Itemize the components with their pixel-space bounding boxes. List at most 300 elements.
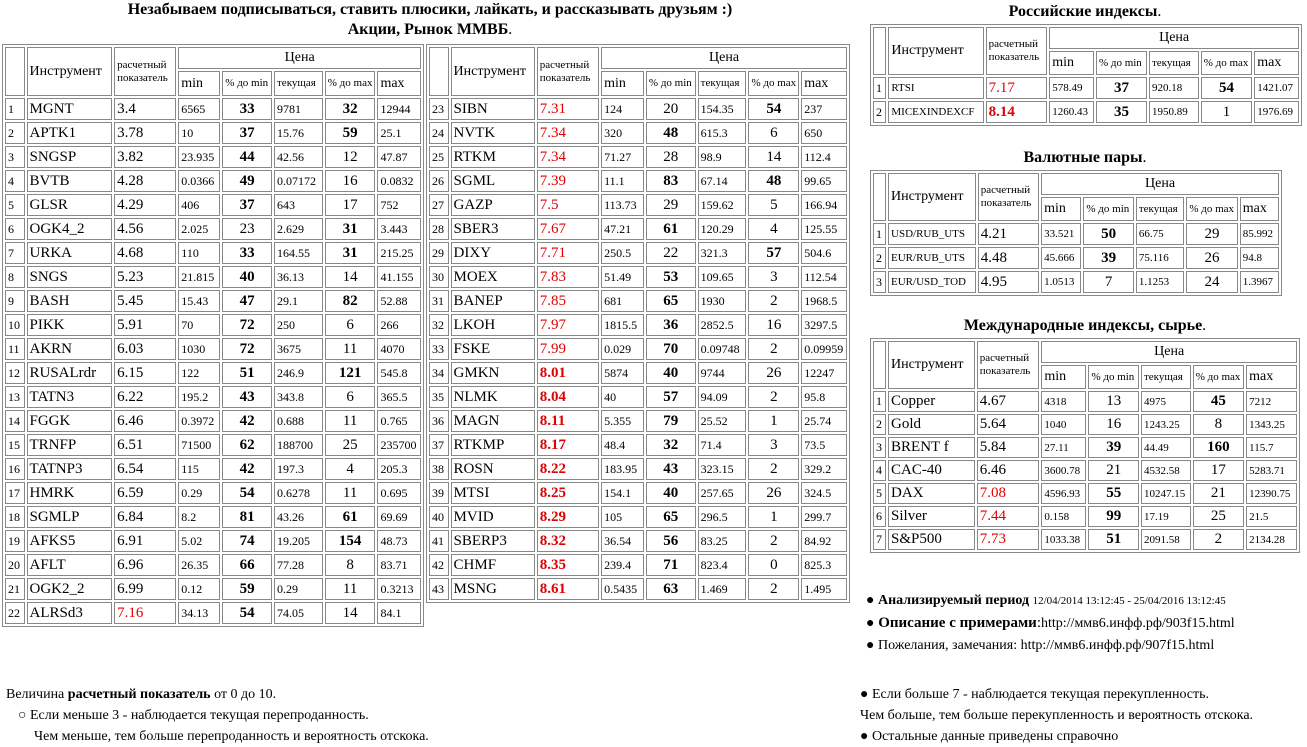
instrument-name: GLSR	[27, 194, 113, 216]
calc-value: 8.32	[537, 530, 599, 552]
table-row	[5, 122, 421, 144]
instrument-name: SIBN	[451, 98, 535, 120]
calc-value: 6.03	[114, 338, 176, 360]
header-num	[429, 47, 449, 96]
row-number: 38	[429, 458, 449, 480]
feedback-line	[866, 635, 1306, 657]
row-number: 25	[429, 146, 449, 168]
header-pct-max: % до max	[748, 71, 799, 96]
min-value: 110	[178, 242, 220, 264]
row-number: 5	[5, 194, 25, 216]
table-row	[429, 194, 847, 216]
pct-max-value: 32	[325, 98, 376, 120]
header-price: Цена	[601, 47, 847, 69]
current-value: 15.76	[274, 122, 323, 144]
header-pct-min: % до min	[1088, 365, 1139, 389]
instrument-name: MTSI	[451, 482, 535, 504]
calc-value: 5.64	[977, 414, 1040, 435]
header-min: min	[1041, 365, 1086, 389]
max-value: 0.0832	[377, 170, 421, 192]
instrument-name: RTKM	[451, 146, 535, 168]
row-number: 27	[429, 194, 449, 216]
max-value: 4070	[377, 338, 421, 360]
max-value: 266	[377, 314, 421, 336]
row-number: 35	[429, 386, 449, 408]
pct-max-value: 1	[1201, 101, 1253, 123]
instrument-name: RTSI	[888, 77, 983, 99]
row-number: 10	[5, 314, 25, 336]
table-row	[429, 146, 847, 168]
calc-value: 7.71	[537, 242, 599, 264]
row-number: 4	[873, 460, 886, 481]
min-value: 1030	[178, 338, 220, 360]
min-value: 320	[601, 122, 644, 144]
table-row	[429, 242, 847, 264]
instrument-name: EUR/USD_TOD	[888, 271, 976, 293]
table-row	[5, 98, 421, 120]
header-min: min	[178, 71, 220, 96]
calc-value: 7.97	[537, 314, 599, 336]
bullet-icon: ●	[860, 687, 869, 702]
pct-min-value: 42	[222, 458, 272, 480]
pct-min-value: 37	[222, 122, 272, 144]
table-row	[5, 386, 421, 408]
header-max: max	[1254, 51, 1299, 75]
max-value: 85.992	[1240, 223, 1279, 245]
pct-min-value: 37	[1096, 77, 1147, 99]
instrument-name: HMRK	[27, 482, 113, 504]
current-value: 9781	[274, 98, 323, 120]
pct-min-value: 22	[646, 242, 696, 264]
instrument-name: MOEX	[451, 266, 535, 288]
calc-value: 6.46	[977, 460, 1040, 481]
min-value: 5.02	[178, 530, 220, 552]
instrument-name: CAC-40	[888, 460, 975, 481]
instrument-name: OGK2_2	[27, 578, 113, 600]
current-value: 83.25	[698, 530, 747, 552]
pct-max-value: 17	[1193, 460, 1244, 481]
row-number: 2	[873, 414, 886, 435]
pct-min-value: 29	[646, 194, 696, 216]
row-number: 7	[5, 242, 25, 264]
pct-min-value: 66	[222, 554, 272, 576]
pct-min-value: 39	[1083, 247, 1133, 269]
calc-value: 7.16	[114, 602, 176, 624]
min-value: 34.13	[178, 602, 220, 624]
header-num	[873, 341, 886, 389]
pct-min-value: 49	[222, 170, 272, 192]
calc-value: 4.21	[978, 223, 1039, 245]
calc-value: 7.31	[537, 98, 599, 120]
header-current: текущая	[274, 71, 323, 96]
min-value: 406	[178, 194, 220, 216]
footer-left	[6, 684, 526, 747]
min-value: 0.0366	[178, 170, 220, 192]
pct-max-value: 59	[325, 122, 376, 144]
min-value: 0.29	[178, 482, 220, 504]
table-row	[429, 98, 847, 120]
header-calc-line2: показатель	[988, 51, 1040, 63]
max-value: 48.73	[377, 530, 421, 552]
min-value: 681	[601, 290, 644, 312]
current-value: 615.3	[698, 122, 747, 144]
instrument-name: SGML	[451, 170, 535, 192]
pct-min-value: 72	[222, 314, 272, 336]
table-row	[873, 483, 1297, 504]
footer-right	[860, 684, 1306, 747]
table-row	[5, 410, 421, 432]
row-number: 39	[429, 482, 449, 504]
row-number: 9	[5, 290, 25, 312]
instrument-name: ROSN	[451, 458, 535, 480]
max-value: 324.5	[801, 482, 847, 504]
pct-max-value: 26	[748, 482, 799, 504]
header-calc-line1: расчетный	[980, 184, 1031, 196]
min-value: 27.11	[1041, 437, 1086, 458]
pct-max-value: 17	[325, 194, 376, 216]
footer-left-line1	[6, 684, 526, 705]
table-row	[429, 530, 847, 552]
table-row	[873, 529, 1297, 550]
current-value: 71.4	[698, 434, 747, 456]
ru-indices-grid	[870, 24, 1302, 126]
table-row	[5, 482, 421, 504]
calc-value: 7.39	[537, 170, 599, 192]
pct-max-value: 11	[325, 338, 376, 360]
instrument-name: TRNFP	[27, 434, 113, 456]
header-max: max	[1246, 365, 1297, 389]
table-row	[429, 338, 847, 360]
pct-max-value: 31	[325, 218, 376, 240]
max-value: 1421.07	[1254, 77, 1299, 99]
header-pct-min: % до min	[646, 71, 696, 96]
pct-min-value: 51	[222, 362, 272, 384]
max-value: 115.7	[1246, 437, 1297, 458]
calc-value: 4.68	[114, 242, 176, 264]
current-value: 94.09	[698, 386, 747, 408]
instrument-name: MAGN	[451, 410, 535, 432]
pct-min-value: 36	[646, 314, 696, 336]
max-value: 235700	[377, 434, 421, 456]
table-row	[5, 338, 421, 360]
pct-max-value: 6	[325, 386, 376, 408]
row-number: 13	[5, 386, 25, 408]
current-value: 2852.5	[698, 314, 747, 336]
examples-sep: :	[1036, 615, 1041, 631]
max-value: 47.87	[377, 146, 421, 168]
min-value: 40	[601, 386, 644, 408]
table-row	[873, 460, 1297, 481]
calc-value: 4.29	[114, 194, 176, 216]
table-row	[429, 266, 847, 288]
page-header	[20, 0, 840, 40]
pct-max-value: 2	[748, 578, 799, 600]
pct-min-value: 62	[222, 434, 272, 456]
pct-min-value: 61	[646, 218, 696, 240]
max-value: 1.495	[801, 578, 847, 600]
table-row	[5, 554, 421, 576]
table-row	[429, 506, 847, 528]
calc-value: 6.15	[114, 362, 176, 384]
max-value: 504.6	[801, 242, 847, 264]
max-value: 299.7	[801, 506, 847, 528]
current-value: 0.6278	[274, 482, 323, 504]
period-line	[866, 590, 1306, 612]
current-value: 109.65	[698, 266, 747, 288]
table-row	[5, 266, 421, 288]
pct-max-value: 6	[748, 122, 799, 144]
pct-min-value: 48	[646, 122, 696, 144]
calc-value: 8.35	[537, 554, 599, 576]
header-pct-max: % до max	[1186, 197, 1237, 221]
max-value: 12944	[377, 98, 421, 120]
current-value: 0.09748	[698, 338, 747, 360]
footer-l2: Если меньше 3 - наблюдается текущая перепроданность.	[29, 708, 369, 723]
pct-min-value: 81	[222, 506, 272, 528]
calc-value: 5.91	[114, 314, 176, 336]
pct-min-value: 54	[222, 602, 272, 624]
header-price: Цена	[1041, 173, 1279, 195]
pct-min-value: 47	[222, 290, 272, 312]
table-row	[5, 362, 421, 384]
max-value: 166.94	[801, 194, 847, 216]
table-row	[429, 554, 847, 576]
calc-value: 8.14	[986, 101, 1048, 123]
row-number: 17	[5, 482, 25, 504]
pct-min-value: 33	[222, 242, 272, 264]
row-number: 3	[5, 146, 25, 168]
header-instrument: Инструмент	[451, 47, 535, 96]
instrument-name: BASH	[27, 290, 113, 312]
table-row	[5, 242, 421, 264]
table-row	[873, 506, 1297, 527]
max-value: 0.3213	[377, 578, 421, 600]
pct-max-value: 2	[748, 530, 799, 552]
intl-title: Международные индексы, сырье.	[963, 317, 1207, 334]
pct-max-value: 2	[748, 458, 799, 480]
header-calc-line1: расчетный	[117, 58, 167, 71]
period-value: 12/04/2014 13:12:45 - 25/04/2016 13:12:45	[1032, 595, 1226, 607]
min-value: 10	[178, 122, 220, 144]
max-value: 83.71	[377, 554, 421, 576]
calc-value: 7.44	[977, 506, 1040, 527]
row-number: 28	[429, 218, 449, 240]
row-number: 31	[429, 290, 449, 312]
table-row	[5, 218, 421, 240]
table-row	[5, 434, 421, 456]
table-row	[429, 218, 847, 240]
current-value: 25.52	[698, 410, 747, 432]
calc-value: 4.67	[977, 391, 1040, 412]
bullet-icon: ●	[866, 616, 875, 631]
pct-min-value: 39	[1088, 437, 1139, 458]
max-value: 95.8	[801, 386, 847, 408]
header-instrument: Инструмент	[888, 173, 976, 221]
current-value: 67.14	[698, 170, 747, 192]
pct-max-value: 48	[748, 170, 799, 192]
min-value: 250.5	[601, 242, 644, 264]
current-value: 1.1253	[1136, 271, 1185, 293]
header-calc-line2: показатель	[979, 365, 1031, 377]
header-calc	[986, 27, 1048, 75]
pct-max-value: 26	[748, 362, 799, 384]
pct-min-value: 99	[1088, 506, 1139, 527]
min-value: 124	[601, 98, 644, 120]
pct-min-value: 43	[222, 386, 272, 408]
table-row	[5, 578, 421, 600]
row-number: 36	[429, 410, 449, 432]
table-row	[429, 434, 847, 456]
header-row	[873, 341, 1297, 363]
pct-max-value: 45	[1193, 391, 1244, 412]
max-value: 12247	[801, 362, 847, 384]
row-number: 1	[873, 391, 886, 412]
min-value: 15.43	[178, 290, 220, 312]
table-row	[429, 290, 847, 312]
min-value: 48.4	[601, 434, 644, 456]
calc-value: 7.5	[537, 194, 599, 216]
row-number: 20	[5, 554, 25, 576]
pct-max-value: 82	[325, 290, 376, 312]
current-value: 323.15	[698, 458, 747, 480]
max-value: 329.2	[801, 458, 847, 480]
table-row	[5, 602, 421, 624]
pct-min-value: 40	[646, 482, 696, 504]
min-value: 0.12	[178, 578, 220, 600]
current-value: 823.4	[698, 554, 747, 576]
current-value: 321.3	[698, 242, 747, 264]
intl-title-text: Международные индексы, сырье	[963, 317, 1203, 334]
row-number: 11	[5, 338, 25, 360]
header-row	[5, 47, 421, 69]
max-value: 1968.5	[801, 290, 847, 312]
current-value: 74.05	[274, 602, 323, 624]
table-row	[429, 122, 847, 144]
calc-value: 6.99	[114, 578, 176, 600]
header-instrument: Инструмент	[888, 27, 983, 75]
header-current: текущая	[1141, 365, 1191, 389]
examples-line	[866, 612, 1306, 635]
min-value: 0.5435	[601, 578, 644, 600]
max-value: 2134.28	[1246, 529, 1297, 550]
min-value: 4596.93	[1041, 483, 1086, 504]
current-value: 36.13	[274, 266, 323, 288]
max-value: 0.695	[377, 482, 421, 504]
instrument-name: MVID	[451, 506, 535, 528]
examples-link[interactable]: http://ммв6.инфф.рф/903f15.html	[1041, 616, 1235, 631]
min-value: 8.2	[178, 506, 220, 528]
pct-max-value: 121	[325, 362, 376, 384]
header-instrument: Инструмент	[888, 341, 975, 389]
table-row	[5, 170, 421, 192]
header-max: max	[377, 71, 421, 96]
pct-min-value: 54	[222, 482, 272, 504]
header-pct-max: % до max	[1193, 365, 1244, 389]
max-value: 650	[801, 122, 847, 144]
table-row	[873, 223, 1279, 245]
max-value: 0.765	[377, 410, 421, 432]
footer-l1-post: от 0 до 10.	[210, 687, 277, 702]
pct-max-value: 160	[1193, 437, 1244, 458]
header-current: текущая	[698, 71, 747, 96]
pct-min-value: 79	[646, 410, 696, 432]
current-value: 0.29	[274, 578, 323, 600]
pct-min-value: 23	[222, 218, 272, 240]
fx-grid	[870, 170, 1282, 296]
calc-value: 8.17	[537, 434, 599, 456]
table-row	[429, 458, 847, 480]
current-value: 257.65	[698, 482, 747, 504]
min-value: 1033.38	[1041, 529, 1086, 550]
row-number: 3	[873, 437, 886, 458]
min-value: 71500	[178, 434, 220, 456]
footer-left-line2	[6, 705, 526, 726]
pct-min-value: 21	[1088, 460, 1139, 481]
max-value: 69.69	[377, 506, 421, 528]
min-value: 0.3972	[178, 410, 220, 432]
instrument-name: SBERP3	[451, 530, 535, 552]
header-instrument: Инструмент	[27, 47, 113, 96]
footer-r3: Остальные данные приведены справочно	[871, 729, 1119, 744]
footer-r1: Если больше 7 - наблюдается текущая перекупленность.	[871, 687, 1210, 702]
calc-value: 5.45	[114, 290, 176, 312]
instrument-name: DIXY	[451, 242, 535, 264]
max-value: 84.92	[801, 530, 847, 552]
pct-max-value: 14	[325, 602, 376, 624]
min-value: 154.1	[601, 482, 644, 504]
instrument-name: OGK4_2	[27, 218, 113, 240]
row-number: 23	[429, 98, 449, 120]
intl-table	[870, 338, 1300, 553]
max-value: 73.5	[801, 434, 847, 456]
row-number: 14	[5, 410, 25, 432]
pct-max-value: 57	[748, 242, 799, 264]
max-value: 94.8	[1240, 247, 1279, 269]
min-value: 21.815	[178, 266, 220, 288]
instrument-name: SNGS	[27, 266, 113, 288]
pct-max-value: 2	[748, 290, 799, 312]
instrument-name: BANEP	[451, 290, 535, 312]
header-pct-min: % до min	[222, 71, 272, 96]
current-value: 2091.58	[1141, 529, 1191, 550]
pct-max-value: 25	[1193, 506, 1244, 527]
row-number: 19	[5, 530, 25, 552]
min-value: 3600.78	[1041, 460, 1086, 481]
max-value: 215.25	[377, 242, 421, 264]
pct-min-value: 42	[222, 410, 272, 432]
row-number: 2	[5, 122, 25, 144]
current-value: 42.56	[274, 146, 323, 168]
table-row	[5, 458, 421, 480]
header-min: min	[1041, 197, 1081, 221]
min-value: 6565	[178, 98, 220, 120]
bullet-icon: ●	[866, 593, 875, 608]
pct-min-value: 50	[1083, 223, 1133, 245]
pct-max-value: 54	[1201, 77, 1253, 99]
instrument-name: Gold	[888, 414, 975, 435]
calc-value: 6.46	[114, 410, 176, 432]
bullet-icon: ●	[866, 638, 875, 653]
min-value: 45.666	[1041, 247, 1081, 269]
pct-max-value: 4	[325, 458, 376, 480]
current-value: 29.1	[274, 290, 323, 312]
max-value: 25.1	[377, 122, 421, 144]
header-min: min	[1049, 51, 1094, 75]
calc-value: 4.95	[978, 271, 1039, 293]
row-number: 37	[429, 434, 449, 456]
table-row	[429, 314, 847, 336]
table-row	[5, 314, 421, 336]
